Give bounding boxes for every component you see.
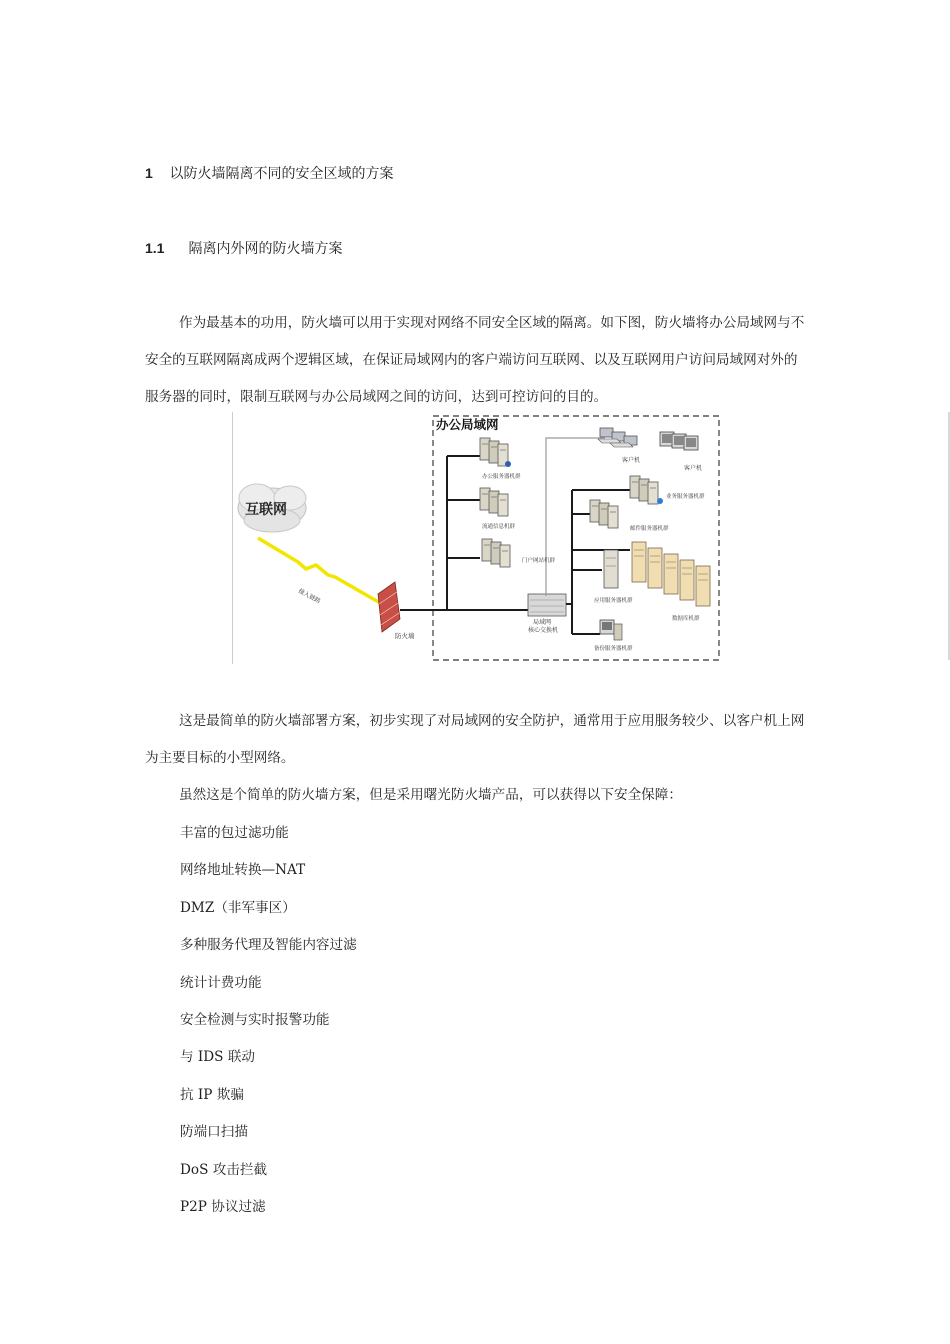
access-link-label: 接入链路 xyxy=(297,587,322,606)
section-heading-1-1 xyxy=(145,238,342,258)
subsection-number: 1.1 xyxy=(145,240,165,256)
office-server-label: 办公服务器机群 xyxy=(482,474,521,480)
app-server-label: 应用服务器机群 xyxy=(594,598,633,604)
feature-item: DoS 攻击拦截 xyxy=(180,1161,268,1178)
feature-item: 统计计费功能 xyxy=(180,974,262,991)
section-heading-1 xyxy=(145,163,393,183)
feature-item: 抗 IP 欺骗 xyxy=(180,1086,244,1103)
core-switch-label-2: 核心交换机 xyxy=(528,627,559,634)
feature-item: 多种服务代理及智能内容过滤 xyxy=(180,937,357,954)
web-server-label: 门户网站机群 xyxy=(522,558,556,564)
feature-list xyxy=(180,815,357,1226)
app-server-icon xyxy=(604,550,618,588)
section-number: 1 xyxy=(145,165,153,181)
feature-item: P2P 协议过滤 xyxy=(180,1198,266,1215)
firewall-label: 防火墙 xyxy=(395,632,415,640)
client-label-1: 客户机 xyxy=(622,457,641,464)
network-diagram xyxy=(232,412,724,664)
business-server-label: 业务服务器机群 xyxy=(666,494,705,500)
feature-item: 与 IDS 联动 xyxy=(180,1049,256,1066)
benefits-intro-paragraph: 虽然这是个简单的防火墙方案，但是采用曙光防火墙产品，可以获得以下安全保障： xyxy=(179,787,682,803)
feature-item: 防端口扫描 xyxy=(180,1124,248,1141)
feature-item: 网络地址转换—NAT xyxy=(180,862,306,879)
deployment-paragraph: 这是最简单的防火墙部署方案，初步实现了对局域网的安全防护，通常用于应用服务较少、以客户机上网为主要目标的小型网络。 xyxy=(145,713,805,766)
intro-paragraph: 作为最基本的功用，防火墙可以用于实现对网络不同安全区域的隔离。如下图，防火墙将办公局域网与不安全的互联网隔离成两个逻辑区域，在保证局域网内的客户端访问互联网、以及互联网用户访问局域网对外的服务器的同时，限制互联网与办公局域网之间的访问，达到可控访问的目的。 xyxy=(145,315,805,405)
circulation-server-label: 流通信息机群 xyxy=(482,524,516,530)
database-cluster-label: 数据库机群 xyxy=(672,616,700,622)
feature-item: 丰富的包过滤功能 xyxy=(180,825,289,841)
client-label-2: 客户机 xyxy=(684,465,703,472)
mail-server-label: 邮件服务器机群 xyxy=(630,526,669,532)
lan-title: 办公局域网 xyxy=(436,417,499,432)
business-server-badge xyxy=(657,498,663,504)
core-switch-label-1: 局域网 xyxy=(533,619,552,626)
office-server-badge xyxy=(505,461,511,467)
feature-item: DMZ（非军事区） xyxy=(180,899,296,916)
core-switch-icon xyxy=(528,594,566,616)
backup-server-label: 备份服务器机群 xyxy=(594,646,633,652)
feature-item: 安全检测与实时报警功能 xyxy=(180,1011,330,1028)
subsection-title: 隔离内外网的防火墙方案 xyxy=(188,241,343,257)
section-title: 以防火墙隔离不同的安全区域的方案 xyxy=(169,166,394,182)
internet-label: 互联网 xyxy=(245,502,287,518)
